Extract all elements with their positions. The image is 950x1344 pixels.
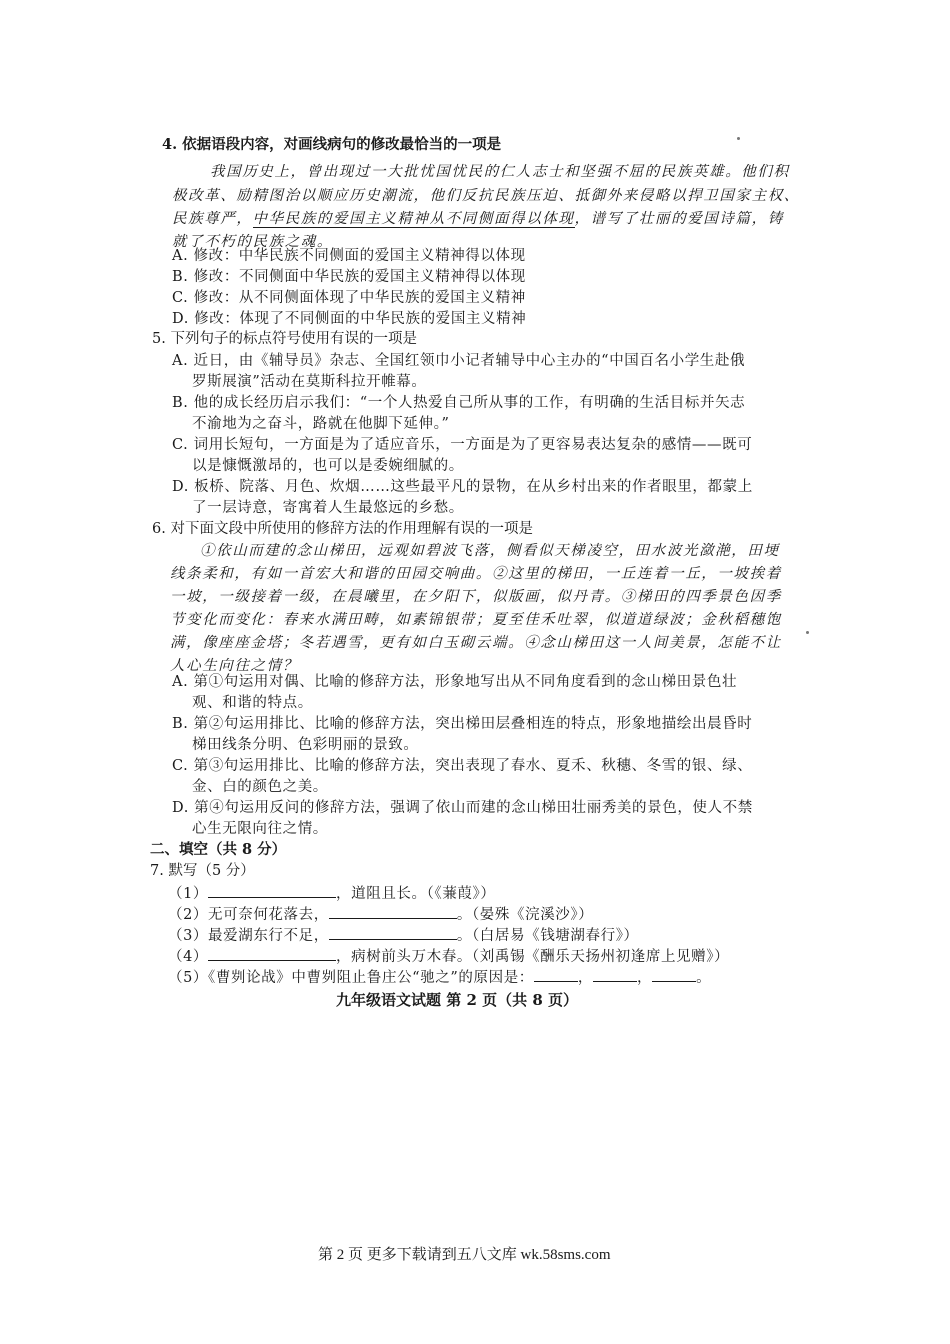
q7-item-5-blank-2[interactable] — [593, 967, 637, 982]
q7-item-1-blank[interactable] — [208, 883, 336, 898]
q4-passage-line-2: 极改革、励精图治以顺应历史潮流，他们反抗民族压迫、抵御外来侵略以捍卫国家主权、 — [172, 188, 800, 204]
q6-option-c-line-1: C. 第③句运用排比、比喻的修辞方法，突出表现了春水、夏禾、秋穗、冬雪的银、绿、 — [172, 758, 753, 774]
q7-item-4-after: ，病树前头万木春。（刘禹锡《酬乐天扬州初逢席上见赠》） — [336, 949, 730, 965]
q7-item-2-num: （2） — [168, 907, 209, 923]
q7-item-5-num: （5） — [168, 970, 209, 986]
q4-option-c: C. 修改：从不同侧面体现了中华民族的爱国主义精神 — [172, 290, 526, 306]
q7-item-5-sep-1: ， — [577, 970, 594, 986]
q5-option-c-line-1: C. 词用长短句，一方面是为了适应音乐，一方面是为了更容易表达复杂的感情——既可 — [172, 437, 753, 453]
q7-item-4 — [168, 946, 729, 967]
q7-item-1-after: ，道阻且长。（《蒹葭》） — [336, 886, 496, 902]
q7-item-2-before: 无可奈何花落去， — [208, 907, 329, 923]
q4-passage-line-4: 就了不朽的民族之魂。 — [172, 234, 333, 250]
q4-passage-line-3 — [172, 209, 784, 229]
q5-option-d-line-2: 了一层诗意，寄寓着人生最悠远的乡愁。 — [192, 500, 464, 516]
section-title: 二、填空（共 8 分） — [150, 841, 287, 858]
q4-stem: 4. 依据语段内容，对画线病句的修改最恰当的一项是 — [162, 136, 502, 153]
q6-passage-line-6: 人心生向往之情？ — [170, 658, 299, 674]
q6-passage-line-1: ①依山而建的念山梯田，远观如碧波飞落，侧看似天梯凌空，田水波光潋滟，田埂 — [200, 543, 780, 559]
q7-item-2-blank[interactable] — [329, 904, 457, 919]
q5-option-c-line-2: 以是慷慨激昂的，也可以是委婉细腻的。 — [192, 458, 464, 474]
q7-item-5-end: 。 — [696, 970, 712, 986]
q5-option-a-line-1: A. 近日，由《辅导员》杂志、全国红领巾小记者辅导中心主办的“中国百名小学生赴俄 — [172, 353, 746, 369]
q4-underlined-sentence: 中华民族的爱国主义精神从不同侧面得以体现 — [252, 211, 575, 227]
q6-option-d-line-2: 心生无限向往之情。 — [192, 821, 328, 837]
q7-item-3 — [168, 925, 639, 946]
q7-item-4-blank[interactable] — [208, 946, 336, 961]
q4-passage-line-3-start: 民族尊严， — [172, 211, 253, 227]
q7-item-2 — [168, 904, 593, 925]
q7-item-5 — [168, 967, 711, 988]
q6-option-b-line-2: 梯田线条分明、色彩明丽的景致。 — [192, 737, 419, 753]
q7-item-3-after: 。（白居易《钱塘湖春行》） — [456, 928, 639, 944]
q7-stem: 7. 默写（5 分） — [150, 863, 255, 879]
q6-option-a-line-1: A. 第①句运用对偶、比喻的修辞方法，形象地写出从不同角度看到的念山梯田景色壮 — [172, 674, 738, 690]
q6-passage-line-2: 线条柔和，有如一首宏大和谐的田园交响曲。②这里的梯田，一丘连着一丘，一坡挨着 — [170, 566, 782, 582]
q6-option-a-line-2: 观、和谐的特点。 — [192, 695, 313, 711]
q7-item-3-blank[interactable] — [329, 925, 457, 940]
q5-option-b-line-2: 不渝地为之奋斗，路就在他脚下延伸。” — [192, 416, 450, 432]
q7-item-4-num: （4） — [168, 949, 209, 965]
q5-option-d-line-1: D. 板桥、院落、月色、炊烟……这些最平凡的景物，在从乡村出来的作者眼里，都蒙上 — [172, 479, 753, 495]
q6-option-c-line-2: 金、白的颜色之美。 — [192, 779, 328, 795]
q4-passage-line-3-end: ，谱写了壮丽的爱国诗篇，铸 — [574, 211, 784, 227]
q5-option-a-line-2: 罗斯展演”活动在莫斯科拉开帷幕。 — [192, 374, 427, 390]
q7-item-5-blank-1[interactable] — [534, 967, 578, 982]
q6-option-b-line-1: B. 第②句运用排比、比喻的修辞方法，突出梯田层叠相连的特点，形象地描绘出晨昏时 — [172, 716, 753, 732]
site-footer: 第 2 页 更多下载请到五八文库 wk.58sms.com — [318, 1247, 611, 1263]
q7-item-2-after: 。（晏殊《浣溪沙》） — [456, 907, 594, 923]
q7-item-1 — [168, 883, 495, 904]
q5-option-b-line-1: B. 他的成长经历启示我们：“一个人热爱自己所从事的工作，有明确的生活目标并矢志 — [172, 395, 746, 411]
q6-passage-line-3: 一坡，一级接着一级，在晨曦里，在夕阳下，似版画，似丹青。③梯田的四季景色因季 — [170, 589, 782, 605]
q7-item-5-sep-2: ， — [637, 970, 653, 986]
exam-page-footer: 九年级语文试题 第 2 页（共 8 页） — [336, 991, 578, 1009]
q4-option-a: A. 修改：中华民族不同侧面的爱国主义精神得以体现 — [172, 248, 526, 264]
q7-item-1-num: （1） — [168, 886, 209, 902]
q6-stem: 6. 对下面文段中所使用的修辞方法的作用理解有误的一项是 — [152, 521, 533, 537]
scan-speck — [737, 137, 740, 140]
q4-passage-line-1: 我国历史上，曾出现过一大批忧国忧民的仁人志士和坚强不屈的民族英雄。他们积 — [210, 164, 790, 180]
scan-speck — [806, 631, 809, 634]
q6-passage-line-5: 满，像座座金塔；冬若遇雪，更有如白玉砌云端。④念山梯田这一人间美景，怎能不让 — [170, 635, 782, 651]
q7-item-5-blank-3[interactable] — [652, 967, 696, 982]
q7-item-3-before: 最爱湖东行不足， — [208, 928, 329, 944]
q4-option-b: B. 修改：不同侧面中华民族的爱国主义精神得以体现 — [172, 269, 526, 285]
q6-option-d-line-1: D. 第④句运用反问的修辞方法，强调了依山而建的念山梯田壮丽秀美的景色，使人不禁 — [172, 800, 753, 816]
q4-option-d: D. 修改：体现了不同侧面的中华民族的爱国主义精神 — [172, 311, 527, 327]
q5-stem: 5. 下列句子的标点符号使用有误的一项是 — [152, 331, 417, 347]
q7-item-3-num: （3） — [168, 928, 209, 944]
q7-item-5-text: 《曹刿论战》中曹刿阻止鲁庄公“驰之”的原因是： — [208, 970, 534, 986]
q6-passage-line-4: 节变化而变化：春来水满田畴，如素锦银带；夏至佳禾吐翠，似道道绿波；金秋稻穗饱 — [170, 612, 782, 628]
